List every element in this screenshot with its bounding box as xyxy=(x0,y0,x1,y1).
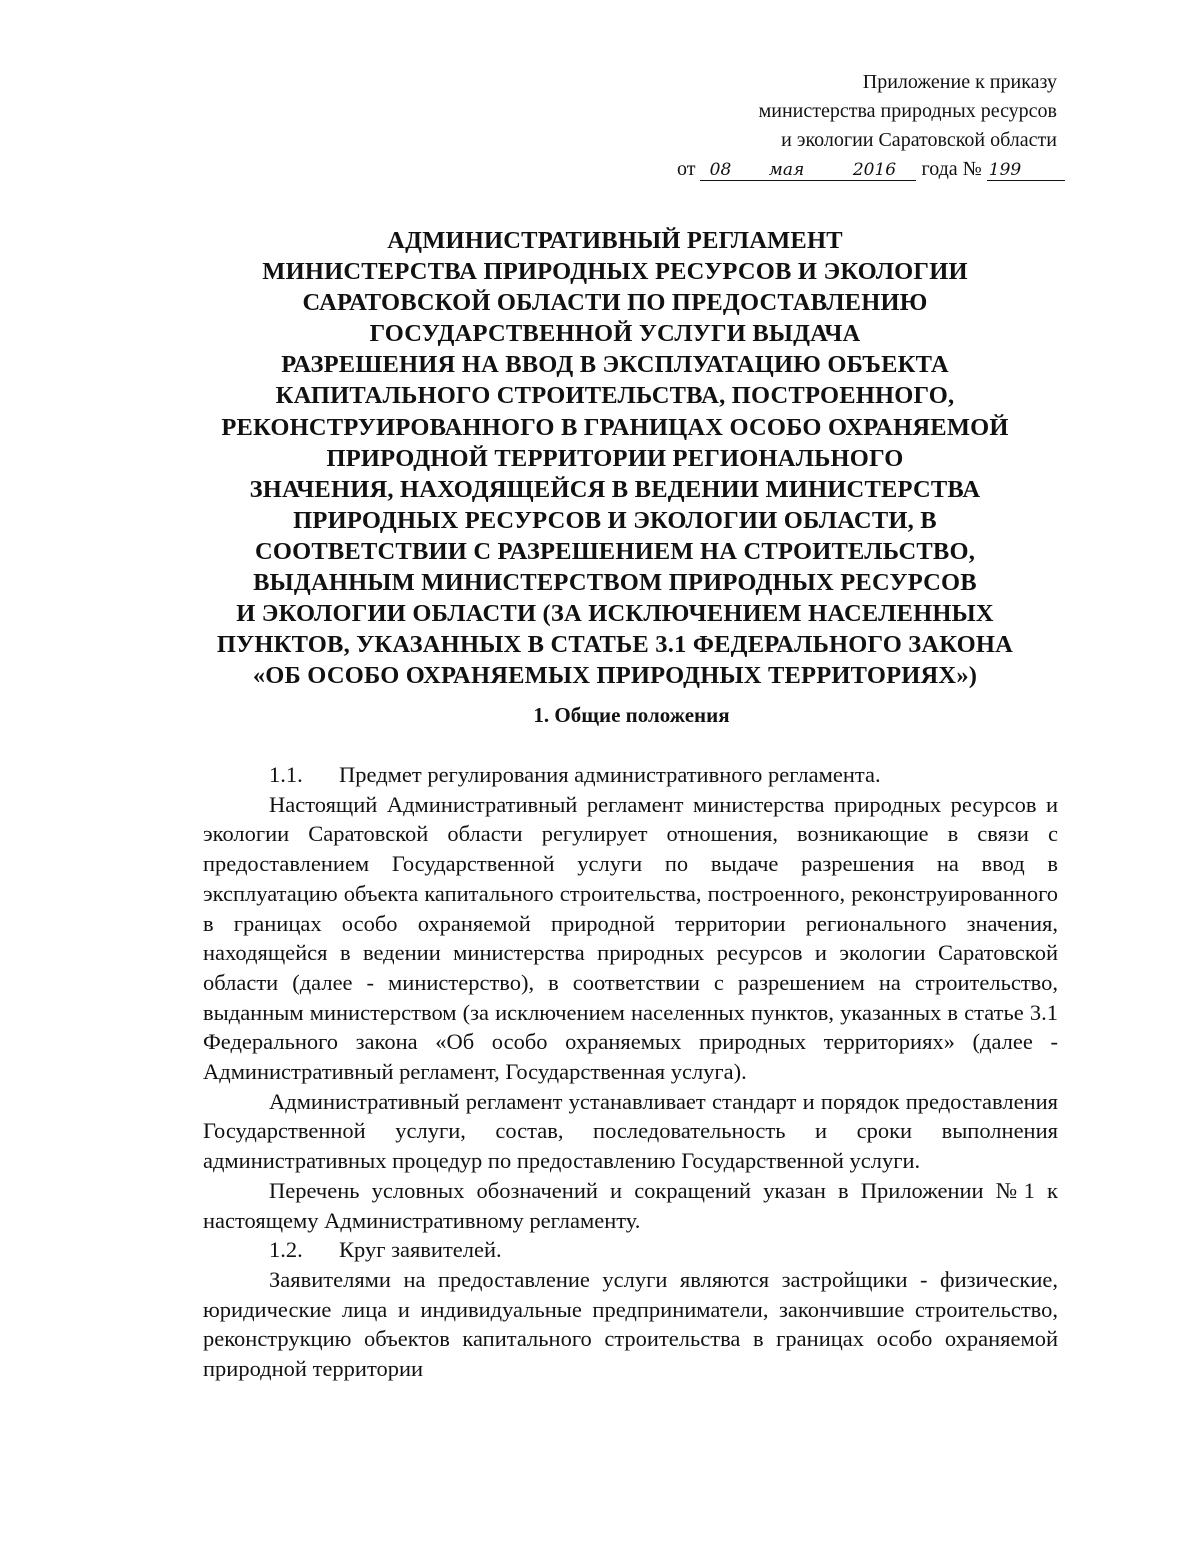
order-date-line xyxy=(677,155,1057,184)
attachment-line-2: министерства природных ресурсов xyxy=(758,100,1057,122)
title-line: КАПИТАЛЬНОГО СТРОИТЕЛЬСТВА, ПОСТРОЕННОГО, xyxy=(275,382,955,410)
item-1-2 xyxy=(203,1235,1058,1265)
handwritten-month: мая xyxy=(740,160,832,181)
paragraph: Перечень условных обозначений и сокращений указан в Приложении №1 к настоящему Административному регламенту. xyxy=(203,1177,1058,1233)
item-title: Предмет регулирования административного регламента. xyxy=(339,762,881,787)
title-line: ВЫДАННЫМ МИНИСТЕРСТВОМ ПРИРОДНЫХ РЕСУРСОВ xyxy=(253,569,977,597)
title-line: ГОСУДАРСТВЕННОЙ УСЛУГИ ВЫДАЧА xyxy=(369,320,861,348)
paragraph: Настоящий Административный регламент министерства природных ресурсов и экологии Саратовской области регулирует отношения, возникающие в связи с предоставлением Государственной услуги по выдаче разрешения на ввод в эксплуатацию объекта капитального строительства, построенного, реконструированного в границах особо охраняемой природной территории регионального значения, находящейся в ведении министерства природных ресурсов и экологии Саратовской области (далее - министерство), в соответствии с разрешением на строительство, выданным министерством (за исключением населенных пунктов, указанных в статье 3.1 Федерального закона «Об особо охраняемых природных территориях» (далее - Административный регламент, Государственная услуга). xyxy=(203,791,1058,1085)
item-number: 1.2. xyxy=(269,1237,303,1263)
item-1-1 xyxy=(203,760,1058,790)
title-line: СООТВЕТСТВИИ С РАЗРЕШЕНИЕМ НА СТРОИТЕЛЬСТВО, xyxy=(254,537,976,565)
document-title xyxy=(150,225,1080,691)
document-body xyxy=(203,760,1058,1384)
date-prefix: от xyxy=(677,158,696,180)
title-line: РАЗРЕШЕНИЯ НА ВВОД В ЭКСПЛУАТАЦИЮ ОБЪЕКТА xyxy=(281,351,949,379)
attachment-header xyxy=(677,68,1057,184)
title-line: АДМИНИСТРАТИВНЫЙ РЕГЛАМЕНТ xyxy=(387,227,843,254)
attachment-line-3: и экологии Саратовской области xyxy=(781,129,1057,151)
handwritten-day: 08 xyxy=(700,160,740,181)
date-suffix: года № xyxy=(921,158,982,180)
handwritten-order-number: 199 xyxy=(987,160,1065,181)
item-title: Круг заявителей. xyxy=(339,1237,502,1263)
title-line: ПУНКТОВ, УКАЗАННЫХ В СТАТЬЕ 3.1 ФЕДЕРАЛЬНОГО ЗАКОНА xyxy=(216,631,1014,659)
title-line: РЕКОНСТРУИРОВАННОГО В ГРАНИЦАХ ОСОБО ОХРАНЯЕМОЙ xyxy=(221,413,1009,441)
title-line: ПРИРОДНОЙ ТЕРРИТОРИИ РЕГИОНАЛЬНОГО xyxy=(326,444,904,472)
title-line: САРАТОВСКОЙ ОБЛАСТИ ПО ПРЕДОСТАВЛЕНИЮ xyxy=(302,289,928,317)
handwritten-year: 2016 xyxy=(832,160,916,181)
section-heading: 1. Общие положения xyxy=(533,703,730,727)
title-line: ПРИРОДНЫХ РЕСУРСОВ И ЭКОЛОГИИ ОБЛАСТИ, В xyxy=(293,506,937,534)
attachment-line-1: Приложение к приказу xyxy=(862,71,1057,93)
title-line: МИНИСТЕРСТВА ПРИРОДНЫХ РЕСУРСОВ И ЭКОЛОГИИ xyxy=(262,258,968,286)
paragraph: Административный регламент устанавливает стандарт и порядок предоставления Государственной услуги, состав, последовательность и сроки выполнения административных процедур по предоставлению Государственной услуги. xyxy=(203,1088,1058,1174)
paragraph: Заявителями на предоставление услуги являются застройщики - физические, юридические лица и индивидуальные предприниматели, закончившие строительство, реконструкцию объектов капитального строительства в границах особо охраняемой природной территории xyxy=(203,1266,1058,1382)
title-line: И ЭКОЛОГИИ ОБЛАСТИ (ЗА ИСКЛЮЧЕНИЕМ НАСЕЛЕННЫХ xyxy=(236,600,994,628)
item-number: 1.1. xyxy=(269,762,303,787)
title-line: ЗНАЧЕНИЯ, НАХОДЯЩЕЙСЯ В ВЕДЕНИИ МИНИСТЕРСТВА xyxy=(249,475,981,503)
title-line: «ОБ ОСОБО ОХРАНЯЕМЫХ ПРИРОДНЫХ ТЕРРИТОРИЯХ») xyxy=(252,662,978,690)
